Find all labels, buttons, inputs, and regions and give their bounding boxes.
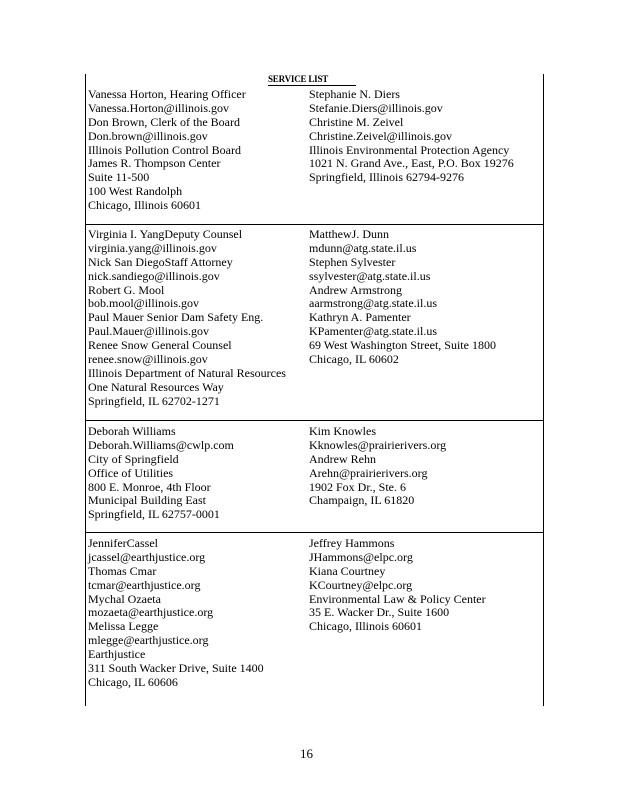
address-line: MatthewJ. Dunn [309,227,389,241]
address-line: Stephen Sylvester [309,254,396,269]
address-line: JenniferCassel [88,536,158,550]
address-line: Don.brown@illinois.gov [88,128,208,143]
address-line: KPamenter@atg.state.il.us [309,324,438,339]
address-line: JHammons@elpc.org [309,549,413,564]
address-line: Kathryn A. Pamenter [309,310,411,325]
address-block-right [309,228,496,367]
address-line: mozaeta@earthjustice.org [88,605,214,620]
section-divider [85,420,544,421]
address-line: Vanessa Horton, Hearing Officer [88,87,246,101]
address-line: Deborah.Williams@cwlp.com [88,437,234,452]
address-line: 311 South Wacker Drive, Suite 1400 [88,661,264,676]
address-line: Melissa Legge [88,619,159,634]
service-list-title: SERVICE LIST [268,74,329,84]
table-left-border [85,74,86,706]
address-line: Mychal Ozaeta [88,591,161,606]
address-line: Stephanie N. Diers [309,87,400,101]
title-underline [268,85,356,86]
address-line: Springfield, IL 62757-0001 [88,507,220,522]
address-line: KCourtney@elpc.org [309,577,413,592]
address-line: Kknowles@prairierivers.org [309,437,447,452]
address-line: Andrew Rehn [309,451,376,466]
address-line: Thomas Cmar [88,563,157,578]
address-line: Springfield, IL 62702-1271 [88,393,220,408]
address-line: Vanessa.Horton@illinois.gov [88,100,230,115]
address-line: Kiana Courtney [309,563,386,578]
address-line: Deborah Williams [88,424,176,438]
address-line: renee.snow@illinois.gov [88,352,208,367]
address-line: Environmental Law & Policy Center [309,591,486,606]
address-line: City of Springfield [88,451,179,466]
address-line: Springfield, Illinois 62794-9276 [309,170,464,185]
address-line: Virginia I. YangDeputy Counsel [88,227,243,241]
address-line: Chicago, IL 60606 [88,674,178,689]
address-line: 800 E. Monroe, 4th Floor [88,479,211,494]
address-block-right [309,537,486,634]
address-line: Chicago, Illinois 60601 [309,619,422,634]
address-line: bob.mool@illinois.gov [88,296,200,311]
address-line: Earthjustice [88,647,146,662]
address-line: Don Brown, Clerk of the Board [88,114,240,129]
address-line: mdunn@atg.state.il.us [309,240,417,255]
address-line: Andrew Armstrong [309,282,402,297]
address-line: Illinois Pollution Control Board [88,142,242,157]
address-line: Christine.Zeivel@illinois.gov [309,128,453,143]
address-block-right [309,88,514,185]
address-line: ssylvester@atg.state.il.us [309,268,431,283]
address-line: aarmstrong@atg.state.il.us [309,296,438,311]
address-line: 69 West Washington Street, Suite 1800 [309,338,496,353]
address-line: 1902 Fox Dr., Ste. 6 [309,479,407,494]
address-line: Champaign, IL 61820 [309,493,415,508]
address-line: Nick San DiegoStaff Attorney [88,254,233,269]
address-line: Paul Mauer Senior Dam Safety Eng. [88,310,264,325]
address-line: James R. Thompson Center [88,156,221,171]
address-line: Stefanie.Diers@illinois.gov [309,100,443,115]
address-line: Christine M. Zeivel [309,114,404,129]
address-block-left [88,228,286,409]
address-line: Municipal Building East [88,493,206,508]
address-line: Chicago, IL 60602 [309,352,399,367]
address-line: Paul.Mauer@illinois.gov [88,324,210,339]
address-block-right [309,425,446,508]
address-line: One Natural Resources Way [88,379,224,394]
address-block-left [88,425,234,522]
table-right-border [543,74,544,706]
address-line: Renee Snow General Counsel [88,338,232,353]
address-line: 100 West Randolph [88,184,183,199]
address-line: mlegge@earthjustice.org [88,633,209,648]
address-line: 1021 N. Grand Ave., East, P.O. Box 19276 [309,156,514,171]
address-line: Robert G. Mool [88,282,165,297]
section-divider [85,532,544,533]
address-line: virginia.yang@illinois.gov [88,240,217,255]
address-line: Office of Utilities [88,465,174,480]
address-line: Arehn@prairierivers.org [309,465,428,480]
section-divider [85,224,544,225]
address-line: 35 E. Wacker Dr., Suite 1600 [309,605,450,620]
address-line: Kim Knowles [309,424,376,438]
address-block-left [88,537,264,690]
address-line: Chicago, Illinois 60601 [88,198,201,213]
address-line: Illinois Department of Natural Resources [88,365,286,380]
address-block-left [88,88,246,213]
address-line: Illinois Environmental Protection Agency [309,142,510,157]
address-line: nick.sandiego@illinois.gov [88,268,220,283]
page-number: 16 [300,746,313,761]
address-line: tcmar@earthjustice.org [88,577,201,592]
address-line: jcassel@earthjustice.org [88,549,206,564]
address-line: Suite 11-500 [88,170,150,185]
address-line: Jeffrey Hammons [309,536,395,550]
